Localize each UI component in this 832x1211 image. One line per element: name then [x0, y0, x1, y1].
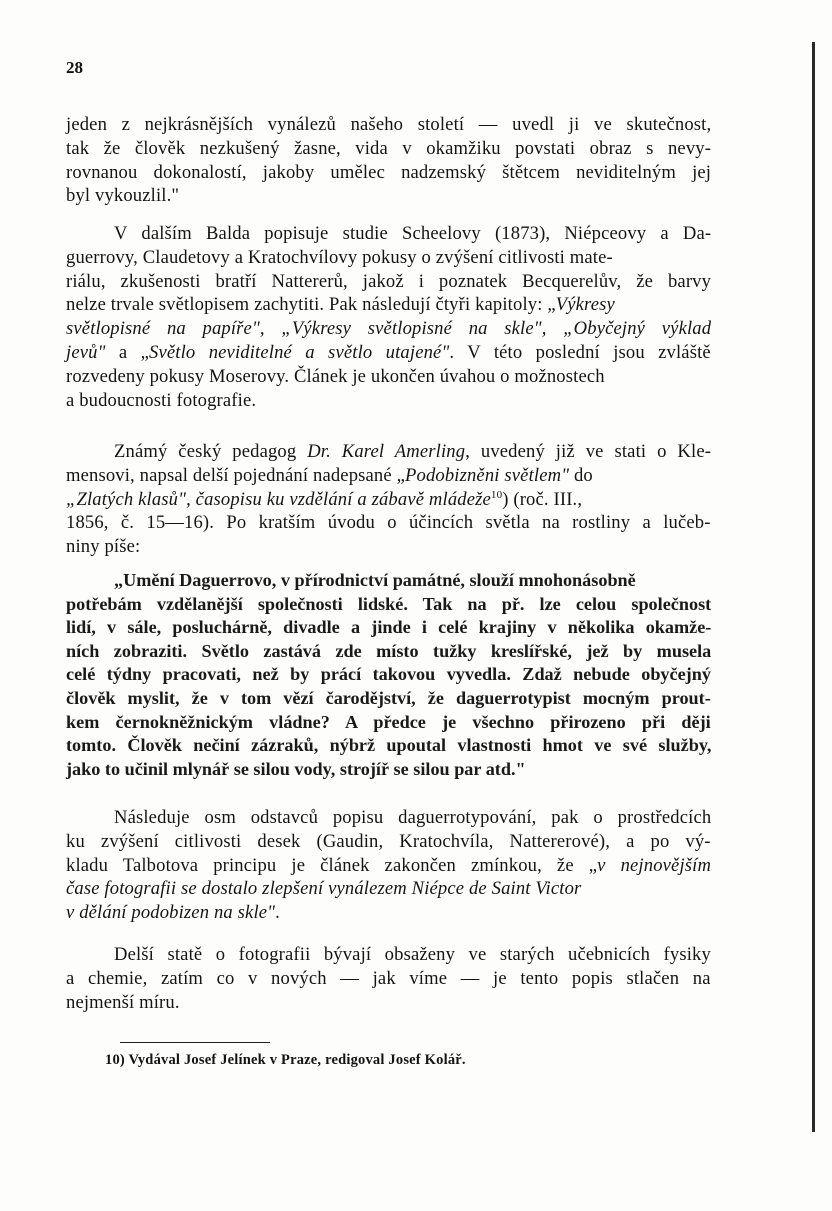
quote-line: tomto. Člověk nečiní zázraků, nýbrž upoutal vlastnosti hmot ve své služby, [66, 735, 712, 756]
text-run: kladu Talbotova principu je článek zakončen zmínkou, že „ [66, 854, 598, 876]
text-line: niny píše: [66, 536, 141, 558]
text-line: V dalším Balda popisuje studie Scheelovy (1873), Niépceovy a Da- [114, 223, 712, 244]
text-line: Následuje osm odstavců popisu daguerrotypování, pak o prostředcích [114, 807, 712, 828]
quotation-block [66, 569, 711, 781]
text-line [66, 464, 711, 488]
quote-line: celé týdny pracovati, než by prácí takovou vyvedla. Zdaž nebude obyčejný [66, 664, 711, 685]
italic-title: Podobizněni světlem" [404, 464, 570, 486]
paragraph-3 [66, 440, 711, 559]
quote-line: potřebám vzdělanější společnosti lidské. Tak na př. lze celou společnost [66, 593, 712, 614]
text-run: mensovi, napsal delší pojednání nadepsané „ [66, 464, 405, 486]
text-line [66, 317, 711, 341]
text-line: 1856, č. 15—16). Po kratším úvodu o účincích světla na rostliny a lučeb- [66, 512, 711, 534]
quote-line: kem černokněžnickým vládne? A předce je všechno přirozeno při ději [66, 711, 711, 732]
text-line: byl vykouzlil." [66, 185, 180, 207]
text-line: nejmenší míru. [66, 991, 180, 1013]
text-run: . [275, 902, 280, 924]
text-line: guerrovy, Claudetovy a Kratochvílovy pokusy o zvýšení citlivosti mate- [66, 246, 613, 268]
quote-line: „Umění Daguerrovo, v přírodnictví památné, slouží mnohonásobně [114, 570, 636, 590]
text-line [66, 293, 711, 317]
footnote-ref: 10 [490, 488, 503, 501]
text-line: a chemie, zatím co v nových — jak víme — je tento popis stlačen na [66, 967, 711, 989]
text-run: , uvedený již ve stati o Kle- [465, 441, 712, 462]
quote-line: ních zobraziti. Světlo zastává zde místo tužky kreslířské, jež by musela [66, 640, 712, 661]
text-line [66, 877, 711, 901]
text-line: rozvedeny pokusy Moserovy. Článek je ukončen úvahou o možnostech [66, 365, 605, 387]
quote-line: jako to učinil mlynář se silou vody, strojíř se silou par atd." [66, 758, 526, 779]
text-line [66, 341, 711, 365]
italic-title: Světlo neviditelné a světlo utajené" [149, 341, 450, 363]
text-run: a „ [105, 341, 150, 363]
italic-title: Výkresy [555, 294, 615, 316]
quote-line: člověk myslit, že v tom vězí čarodějství, že daguerrotypist mocným prout- [66, 687, 711, 708]
footnote-marker: 10) [105, 1052, 125, 1068]
page-number: 28 [66, 58, 83, 77]
italic-quote: v dělání podobizen na skle" [66, 902, 276, 924]
text-run: . V této poslední jsou zvláště [449, 341, 711, 363]
text-line [66, 901, 711, 925]
text-line: Delší statě o fotografii bývají obsaženy ve starých učebnicích fysiky [114, 944, 711, 965]
text-line: ku zvýšení citlivosti desek (Gaudin, Kratochvíla, Nattererové), a po vý- [66, 830, 711, 852]
text-run: nelze trvale světlopisem zachytiti. Pak následují čtyři kapitoly: „ [66, 294, 556, 316]
text-line [66, 440, 711, 464]
italic-name: Dr. Karel Amerling [307, 441, 466, 462]
text-run: Známý český pedagog [114, 441, 308, 462]
page-edge-line [812, 42, 815, 1132]
text-run: ) (roč. III., [502, 488, 583, 510]
paragraph-2 [66, 222, 711, 412]
paragraph-1 [66, 113, 711, 208]
text-line: tak že člověk nezkušený žasne, vida v okamžiku povstati obraz s nevy- [66, 137, 712, 159]
italic-quote: v nejnovějším [597, 854, 712, 876]
text-line: jeden z nejkrásnějších vynálezů našeho století — uvedl ji ve skutečnost, [66, 114, 712, 135]
text-run: do [569, 464, 593, 486]
footnote [105, 1052, 466, 1069]
text-line [66, 488, 711, 512]
footnote-text: Vydával Josef Jelínek v Praze, redigoval Josef Kolář. [128, 1052, 466, 1068]
footnote-divider [120, 1042, 270, 1043]
text-line [66, 854, 711, 878]
italic-title: světlopisné na papíře", „Výkresy světlopisné na skle", „Obyčejný výklad [66, 318, 712, 340]
paragraph-5 [66, 943, 711, 1014]
italic-title: „Zlatých klasů", časopisu ku vzdělání a zábavě mládeže [66, 488, 491, 510]
italic-title: jevů" [66, 341, 106, 363]
text-line: riálu, zkušenosti bratří Nattererů, jakož i poznatek Becquerelův, že barvy [66, 270, 712, 292]
quote-line: lidí, v sále, posluchárně, divadle a jinde i celé krajiny v několika okamže- [66, 617, 712, 638]
italic-quote: čase fotografii se dostalo zlepšení vynálezem Niépce de Saint Victor [66, 878, 582, 900]
text-line: rovnanou dokonalostí, jakoby umělec nadzemský štětcem neviditelným jej [66, 161, 712, 183]
paragraph-4 [66, 806, 711, 925]
text-line: a budoucnosti fotografie. [66, 389, 257, 411]
